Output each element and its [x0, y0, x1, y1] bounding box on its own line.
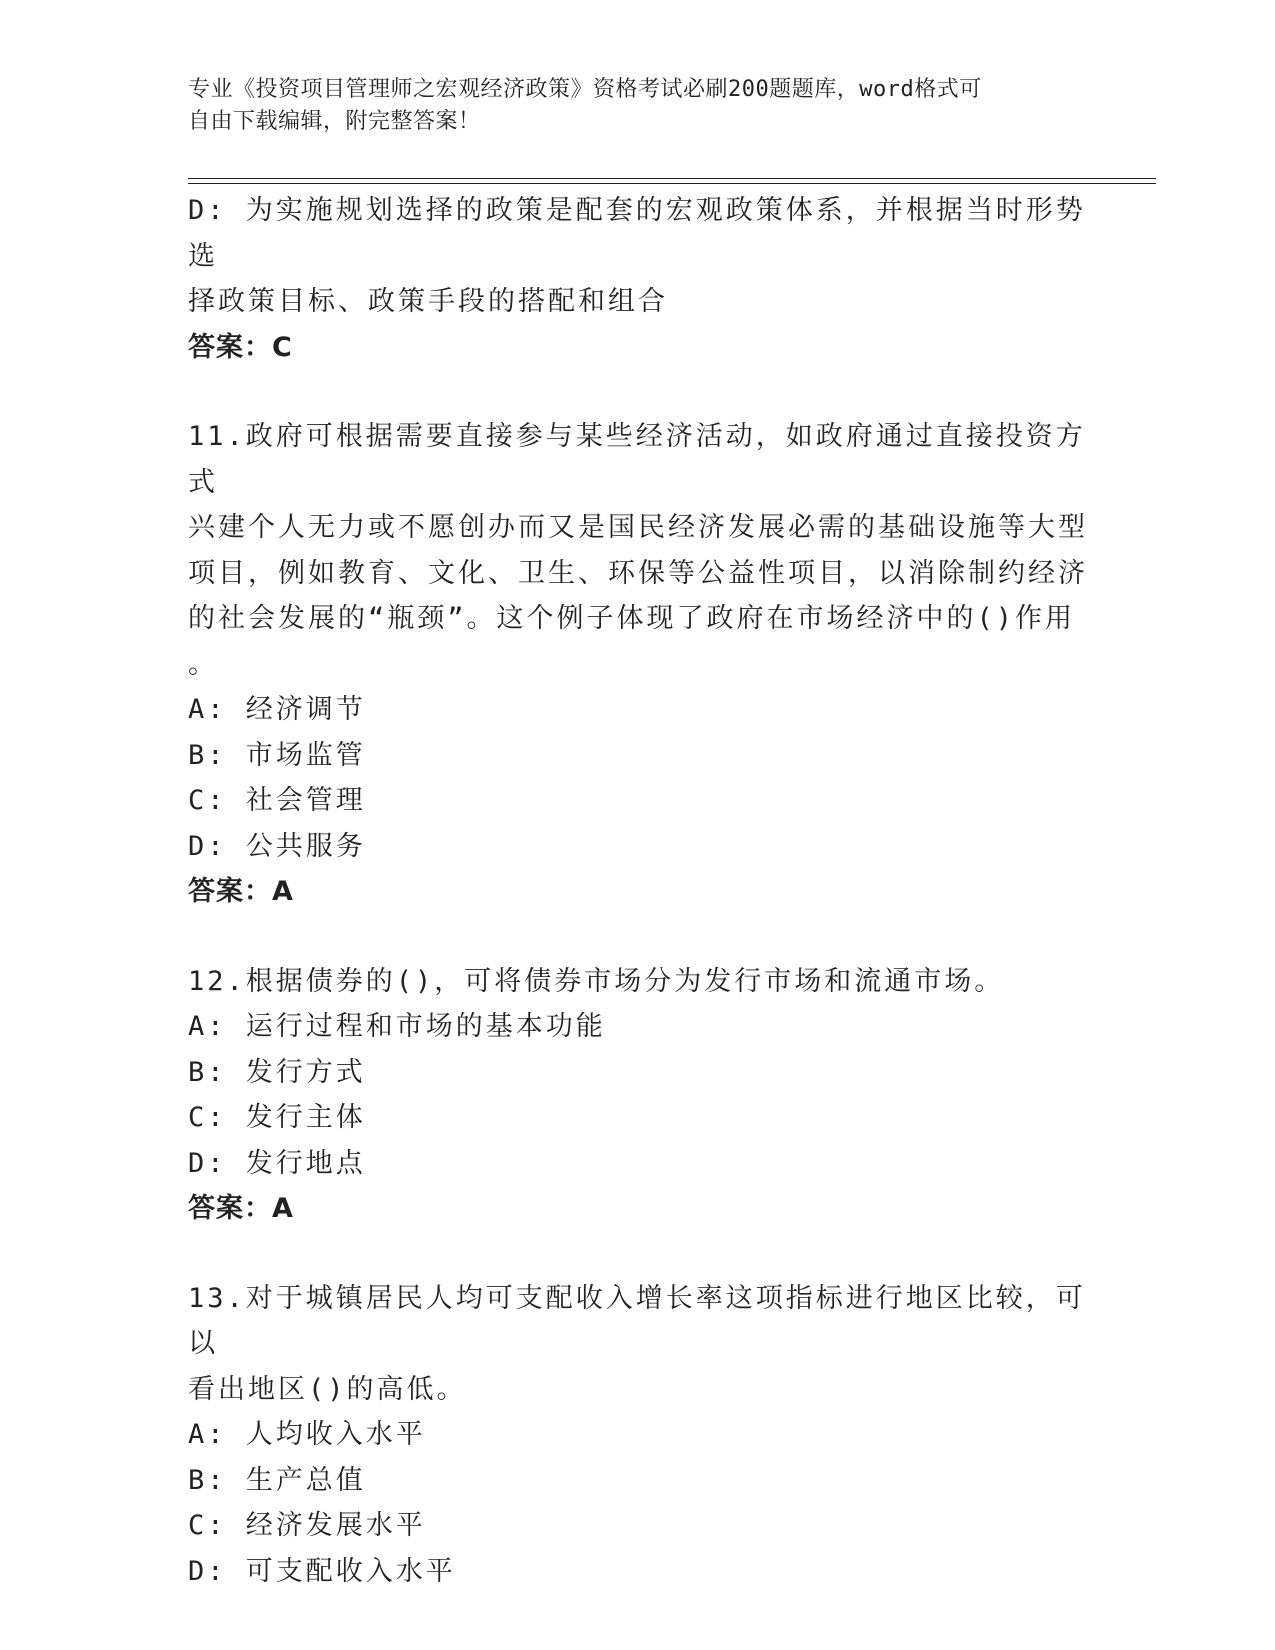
document-body	[188, 188, 1088, 1594]
question-text-line: 项目，例如教育、文化、卫生、环保等公益性项目，以消除制约经济	[188, 557, 1088, 589]
question-text-line: 的社会发展的“瓶颈”。这个例子体现了政府在市场经济中的()作用	[188, 603, 1076, 634]
spacer	[188, 370, 1088, 414]
option-b: B: 生产总值	[188, 1464, 366, 1496]
header-rule-top	[188, 178, 1156, 179]
header-line-1: 专业《投资项目管理师之宏观经济政策》资格考试必刷200题题库，word格式可	[188, 77, 982, 102]
option-a: A: 经济调节	[188, 694, 366, 725]
question-text-line: 11.政府可根据需要直接参与某些经济活动，如政府通过直接投资方式	[188, 421, 1086, 498]
option-b: B: 市场监管	[188, 739, 366, 771]
question-text-line: 。	[188, 648, 218, 680]
option-c: C: 发行主体	[188, 1102, 366, 1133]
option-d: D: 可支配收入水平	[188, 1555, 456, 1587]
prev-answer: 答案：C	[188, 331, 293, 363]
prev-option-d-line1: D: 为实施规划选择的政策是配套的宏观政策体系，并根据当时形势选	[188, 195, 1086, 272]
question-13	[188, 1276, 1088, 1595]
option-a: A: 运行过程和市场的基本功能	[188, 1011, 606, 1042]
answer: 答案：A	[188, 1193, 294, 1224]
spacer	[188, 915, 1088, 959]
option-b: B: 发行方式	[188, 1056, 366, 1088]
question-12	[188, 959, 1088, 1232]
question-text-line: 13.对于城镇居民人均可支配收入增长率这项指标进行地区比较，可以	[188, 1282, 1086, 1359]
question-11	[188, 414, 1088, 915]
header-rule-bottom	[188, 183, 1156, 184]
question-text-line: 兴建个人无力或不愿创办而又是国民经济发展必需的基础设施等大型	[188, 512, 1088, 543]
question-text-line: 12.根据债券的()，可将债券市场分为发行市场和流通市场。	[188, 965, 1005, 997]
option-c: C: 经济发展水平	[188, 1510, 426, 1541]
prev-option-d-line2: 择政策目标、政策手段的搭配和组合	[188, 286, 668, 317]
header-line-2: 自由下载编辑，附完整答案！	[188, 109, 481, 134]
spacer	[188, 1232, 1088, 1276]
option-d: D: 发行地点	[188, 1147, 366, 1179]
document-header	[188, 74, 1068, 138]
option-d: D: 公共服务	[188, 830, 366, 862]
question-text-line: 看出地区()的高低。	[188, 1373, 467, 1405]
option-a: A: 人均收入水平	[188, 1419, 426, 1450]
option-c: C: 社会管理	[188, 785, 366, 816]
answer: 答案：A	[188, 876, 294, 907]
